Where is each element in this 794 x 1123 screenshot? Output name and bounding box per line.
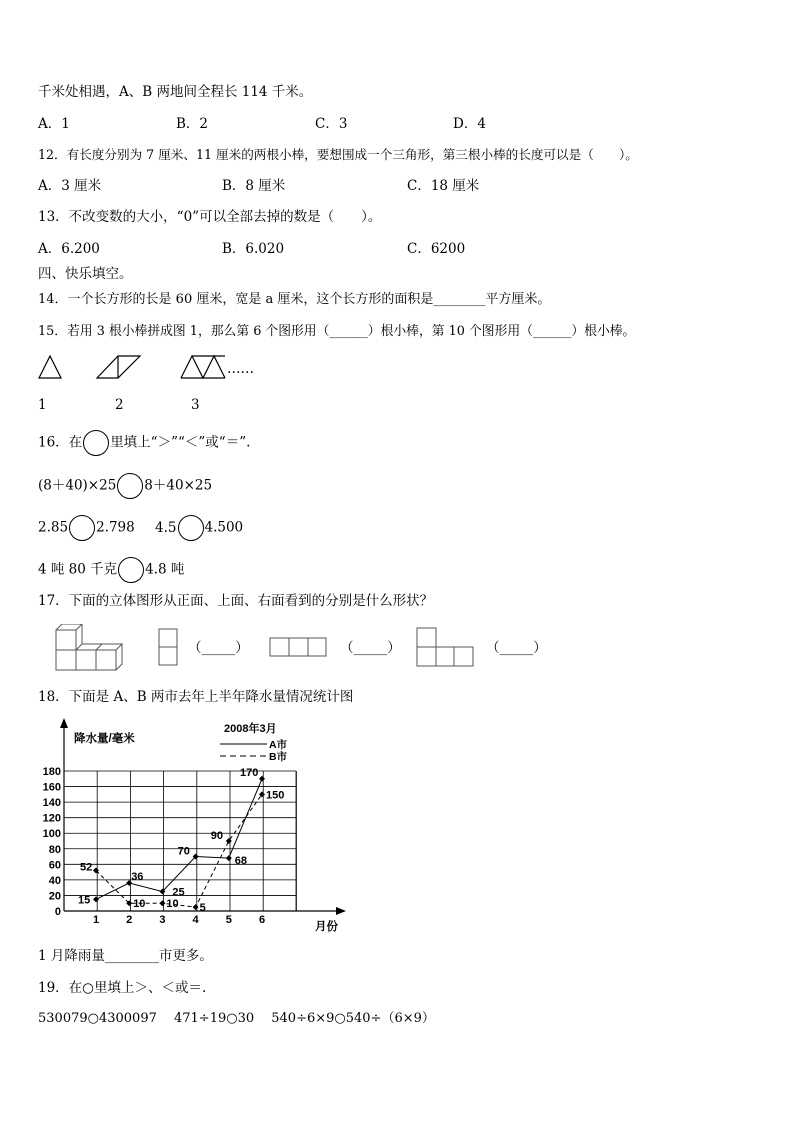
q12-option-b: B．8 厘米 xyxy=(222,178,286,194)
y-tick-label: 0 xyxy=(54,906,61,918)
q19-items: 530079○4300097 471÷19○30 540÷6×9○540÷（6×9） xyxy=(38,1011,435,1026)
figure-ellipsis: …… xyxy=(227,361,254,377)
compare-circle[interactable] xyxy=(118,557,144,583)
q12-option-a: A．3 厘米 xyxy=(38,178,102,194)
y-tick-label: 160 xyxy=(42,781,61,794)
data-label: 150 xyxy=(266,789,285,802)
legend-label: B市 xyxy=(269,751,288,763)
data-label: 68 xyxy=(234,855,248,868)
x-tick-label: 3 xyxy=(159,914,166,926)
figure-label-2: 2 xyxy=(115,397,124,413)
q17-blank-2[interactable]: （_____） xyxy=(340,640,401,656)
data-point xyxy=(93,896,99,902)
data-label: 70 xyxy=(177,845,190,858)
data-label: 170 xyxy=(240,766,259,779)
data-label: 10 xyxy=(133,898,146,911)
figure-label-1: 1 xyxy=(38,397,47,413)
question-13: 13．不改变数的大小，“0”可以全部去掉的数是（ ）。 xyxy=(38,209,382,225)
legend-label: A市 xyxy=(269,739,288,751)
solid-figure xyxy=(56,624,122,670)
chart-title: 2008年3月 xyxy=(224,723,277,735)
q18-answer-line: 1 月降雨量________市更多。 xyxy=(38,948,213,964)
chart-axes xyxy=(60,718,346,915)
y-axis-arrow xyxy=(60,718,68,728)
question-17: 17．下面的立体图形从正面、上面、右面看到的分别是什么形状？ xyxy=(38,593,434,609)
q16-row-3 xyxy=(38,557,184,583)
data-label: 36 xyxy=(131,871,144,883)
data-point xyxy=(226,855,232,861)
q16-expr-2d: 4.500 xyxy=(204,519,244,536)
view-horizontal xyxy=(270,638,326,656)
triangle-figure-3 xyxy=(181,356,225,378)
y-tick-label: 100 xyxy=(42,828,61,841)
question-19: 19．在○里填上＞、＜或＝. xyxy=(38,980,207,996)
q11-option-d: D．4 xyxy=(453,116,486,132)
x-tick-label: 4 xyxy=(192,914,199,926)
q16-expr-2a: 2.85 xyxy=(38,519,69,536)
rainfall-line-chart xyxy=(30,712,360,937)
q13-option-c: C．6200 xyxy=(407,241,466,257)
x-tick-label: 1 xyxy=(92,914,100,926)
q16-expr-2c: 4.5 xyxy=(155,519,177,536)
data-label: 25 xyxy=(172,886,185,899)
q16-expr-2b: 2.798 xyxy=(96,519,135,536)
series-line-a xyxy=(96,779,262,900)
q13-option-b: B．6.020 xyxy=(222,241,285,257)
y-tick-label: 80 xyxy=(48,843,61,856)
view-l-shape xyxy=(417,628,473,666)
q16-text-a: 16．在 xyxy=(38,434,83,451)
data-label: 90 xyxy=(210,830,224,842)
question-11-tail: 千米处相遇，A、B 两地间全程长 114 千米。 xyxy=(38,84,313,100)
x-tick-label: 5 xyxy=(225,914,232,926)
q17-blank-1[interactable]: （_____） xyxy=(188,640,249,656)
question-15: 15．若用 3 根小棒拼成图 1，那么第 6 个图形用（______）根小棒，第 10 个图形用（______）根小棒。 xyxy=(38,324,636,339)
q16-expr-3a: 4 吨 80 千克 xyxy=(38,561,118,578)
chart-series xyxy=(78,767,284,914)
data-label: 52 xyxy=(80,861,93,874)
view-vertical xyxy=(159,629,177,665)
data-point xyxy=(259,776,265,782)
y-tick-label: 20 xyxy=(48,890,61,903)
compare-circle[interactable] xyxy=(117,473,143,499)
x-axis-arrow xyxy=(336,907,346,915)
x-axis-label: 月份 xyxy=(315,921,338,933)
x-tick-label: 2 xyxy=(126,914,133,926)
q13-option-a: A．6.200 xyxy=(38,241,100,257)
q16-expr-3b: 4.8 吨 xyxy=(145,561,185,578)
figure-label-3: 3 xyxy=(191,397,200,413)
q16-row-2 xyxy=(38,515,243,541)
chart-ticks xyxy=(43,766,265,926)
compare-circle[interactable] xyxy=(83,430,109,456)
question-14: 14．一个长方形的长是 60 厘米，宽是 a 厘米，这个长方形的面积是________平方厘米。 xyxy=(38,292,551,307)
triangle-figure-2 xyxy=(97,356,140,378)
y-tick-label: 60 xyxy=(48,859,61,872)
compare-circle[interactable] xyxy=(178,515,204,541)
data-label: 5 xyxy=(199,902,206,915)
question-18: 18．下面是 A、B 两市去年上半年降水量情况统计图 xyxy=(38,689,354,705)
chart-legend xyxy=(220,738,288,763)
q11-option-c: C．3 xyxy=(315,116,348,132)
y-tick-label: 40 xyxy=(48,874,61,887)
compare-circle[interactable] xyxy=(69,515,95,541)
q11-option-b: B．2 xyxy=(176,116,209,132)
q16-row-1 xyxy=(38,473,212,499)
y-tick-label: 120 xyxy=(42,812,61,825)
question-16 xyxy=(38,430,250,456)
section-4-heading: 四、快乐填空。 xyxy=(38,266,133,282)
data-label: 15 xyxy=(78,894,91,907)
q16-expr-1b: 8＋40×25 xyxy=(144,477,213,494)
q11-option-a: A．1 xyxy=(38,116,70,132)
q12-option-c: C．18 厘米 xyxy=(407,178,480,194)
q16-expr-1a: (8＋40)×25 xyxy=(38,477,117,494)
y-tick-label: 180 xyxy=(42,766,61,778)
triangle-figure-1 xyxy=(39,356,61,378)
y-tick-label: 140 xyxy=(42,797,61,810)
q17-blank-3[interactable]: （_____） xyxy=(486,640,547,656)
q17-shape-drawings xyxy=(50,624,490,674)
data-label: 10 xyxy=(166,898,179,911)
x-tick-label: 6 xyxy=(258,914,266,926)
data-point xyxy=(193,904,199,910)
question-12: 12．有长度分别为 7 厘米、11 厘米的两根小棒，要想围成一个三角形，第三根小棒的长度可以是（ ）。 xyxy=(38,147,638,162)
q16-text-b: 里填上“＞”“＜”或“＝”. xyxy=(110,434,251,451)
data-point xyxy=(159,900,165,906)
y-axis-label: 降水量/毫米 xyxy=(74,733,135,745)
